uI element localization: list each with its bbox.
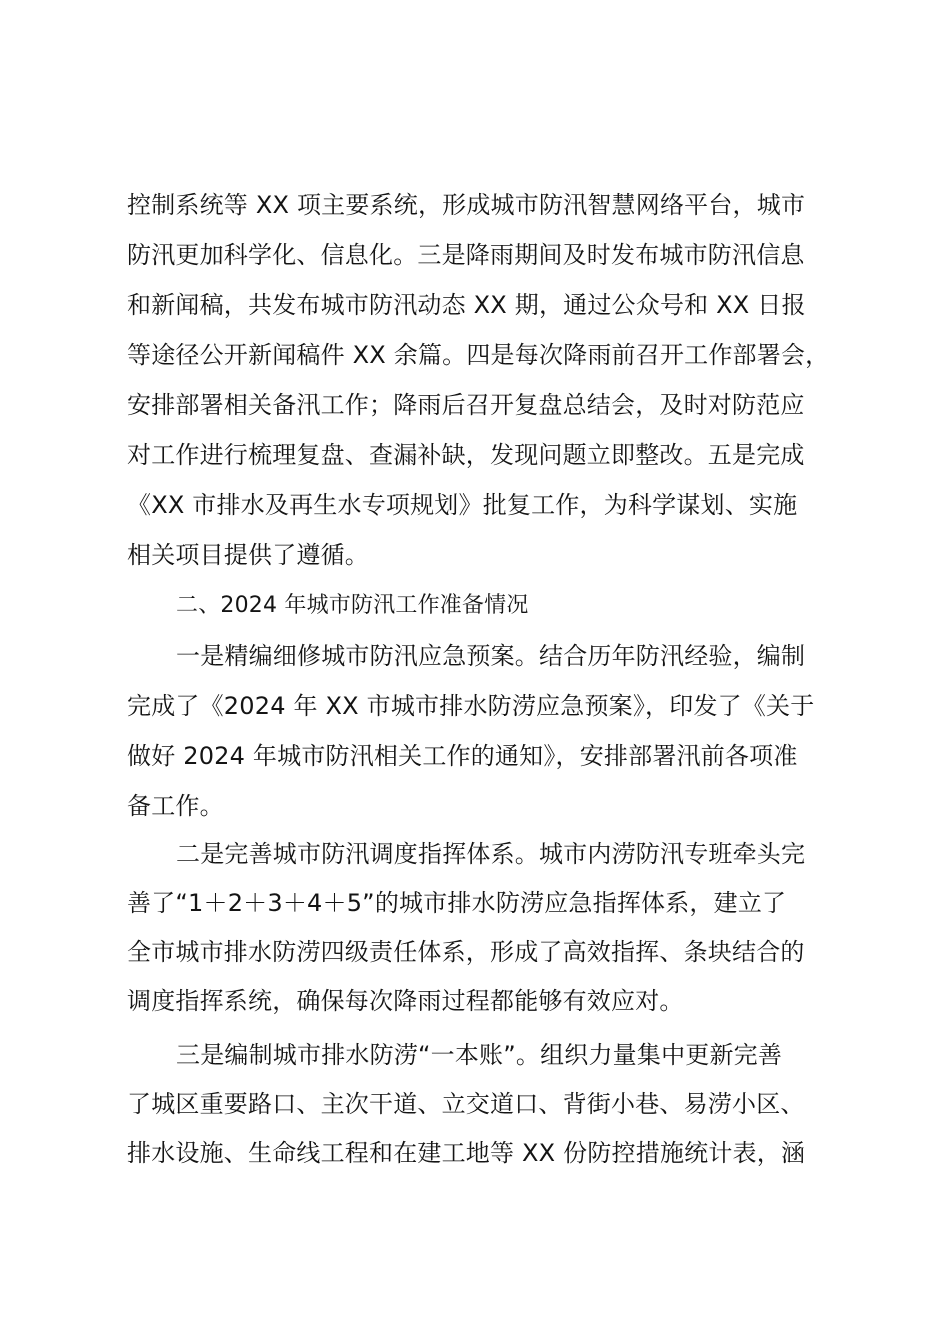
body-text-line: 安排部署相关备汛工作；降雨后召开复盘总结会，及时对防范应: [127, 391, 805, 419]
paragraph-2-line: 调度指挥系统，确保每次降雨过程都能够有效应对。: [127, 987, 684, 1015]
body-text-line: 等途径公开新闻稿件 XX 余篇。四是每次降雨前召开工作部署会，: [127, 341, 830, 369]
paragraph-2-line: 善了“1＋2＋3＋4＋5”的城市排水防涝应急指挥体系，建立了: [127, 889, 787, 917]
paragraph-1-line: 备工作。: [127, 792, 224, 820]
paragraph-1-line: 做好 2024 年城市防汛相关工作的通知》，安排部署汛前各项准: [127, 742, 798, 770]
body-text-line: 和新闻稿，共发布城市防汛动态 XX 期，通过公众号和 XX 日报: [127, 291, 806, 319]
body-text-line: 相关项目提供了遵循。: [127, 541, 369, 569]
paragraph-2-line: 二是完善城市防汛调度指挥体系。城市内涝防汛专班牵头完: [176, 840, 806, 868]
paragraph-1-line: 完成了《2024 年 XX 市城市排水防涝应急预案》，印发了《关于: [127, 692, 815, 720]
paragraph-3-line: 三是编制城市排水防涝“一本账”。组织力量集中更新完善: [176, 1041, 783, 1069]
paragraph-3-line: 排水设施、生命线工程和在建工地等 XX 份防控措施统计表，涵: [127, 1139, 806, 1167]
paragraph-3-line: 了城区重要路口、主次干道、立交道口、背街小巷、易涝小区、: [127, 1090, 805, 1118]
paragraph-1-line: 一是精编细修城市防汛应急预案。结合历年防汛经验，编制: [176, 642, 806, 670]
body-text-line: 对工作进行梳理复盘、查漏补缺，发现问题立即整改。五是完成: [127, 441, 805, 469]
body-text-line: 防汛更加科学化、信息化。三是降雨期间及时发布城市防汛信息: [127, 241, 805, 269]
body-text-line: 《XX 市排水及再生水专项规划》批复工作，为科学谋划、实施: [127, 491, 798, 519]
body-text-line: 控制系统等 XX 项主要系统，形成城市防汛智慧网络平台，城市: [127, 191, 806, 219]
paragraph-2-line: 全市城市排水防涝四级责任体系，形成了高效指挥、条块结合的: [127, 938, 805, 966]
section-heading: 二、2024 年城市防汛工作准备情况: [176, 593, 529, 618]
